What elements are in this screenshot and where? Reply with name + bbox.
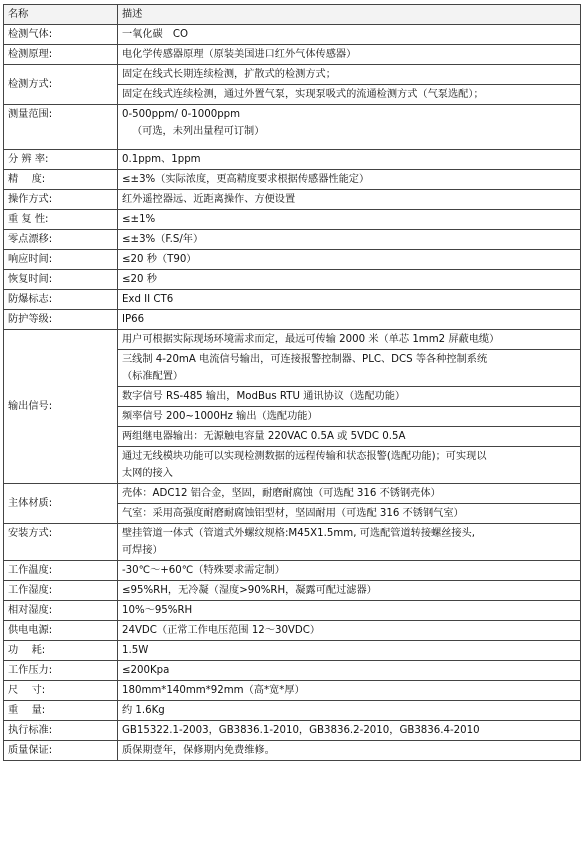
spec-label: 供电电源: [4,621,118,641]
spec-value-line: 一氧化碳 CO [122,29,189,40]
spec-value [118,45,581,65]
spec-label: 测量范围: [4,105,118,150]
spec-label: 输出信号: [4,330,118,484]
spec-value [118,25,581,45]
spec-value-line: 三线制 4-20mA 电流信号输出，可连接报警控制器、PLC、DCS 等各种控制系统 [122,354,488,365]
spec-label: 分 辨 率: [4,150,118,170]
spec-value-line: ≤95%RH，无冷凝（湿度>90%RH，凝露可配过滤器） [122,585,377,596]
spec-value-line: 壁挂管道一体式（管道式外螺纹规格:M45X1.5mm, 可选配管道转接螺丝接头, [122,528,475,539]
spec-value-line: 180mm*140mm*92mm（高*宽*厚） [122,685,305,696]
table-row [4,105,581,150]
table-row [4,524,581,561]
spec-label: 精 度: [4,170,118,190]
table-row [4,65,581,85]
table-row [4,741,581,761]
header-description: 描述 [118,5,581,25]
spec-value-line: GB15322.1-2003，GB3836.1-2010，GB3836.2-2010，GB3836.4-2010 [122,725,480,736]
table-row [4,661,581,681]
spec-value-line: （可选，未列出量程可订制） [132,126,265,137]
spec-label: 响应时间: [4,250,118,270]
spec-value [118,230,581,250]
spec-value [118,350,581,387]
spec-value-line: 0.1ppm、1ppm [122,154,201,165]
spec-label: 检测气体: [4,25,118,45]
spec-value [118,85,581,105]
spec-value-line: ≤20 秒 [122,274,157,285]
spec-label: 质量保证: [4,741,118,761]
spec-value-line: 两组继电器输出：无源触电容量 220VAC 0.5A 或 5VDC 0.5A [122,431,406,442]
spec-value-line: 用户可根据实际现场环境需求而定，最远可传输 2000 米（单芯 1mm2 屏蔽电缆） [122,334,500,345]
spec-value [118,621,581,641]
spec-table-body [4,5,581,761]
spec-value-line: 频率信号 200~1000Hz 输出（选配功能） [122,411,318,422]
spec-value [118,427,581,447]
spec-label: 操作方式: [4,190,118,210]
table-row [4,210,581,230]
spec-label: 工作湿度: [4,581,118,601]
table-row [4,330,581,350]
spec-value-line: 质保期壹年，保修期内免费维修。 [122,745,275,756]
table-row [4,270,581,290]
table-row [4,310,581,330]
spec-label: 检测方式: [4,65,118,105]
table-row [4,170,581,190]
spec-value [118,150,581,170]
spec-value-line: -30℃～+60℃（特殊要求需定制） [122,565,285,576]
table-row [4,190,581,210]
spec-value-line: 0-500ppm/ 0-1000ppm [122,109,241,120]
spec-value-line: ≤±3%（F.S/年） [122,234,204,245]
spec-value-line: 数字信号 RS-485 输出，ModBus RTU 通讯协议（选配功能） [122,391,406,402]
spec-value [118,524,581,561]
spec-value [118,447,581,484]
spec-value-line: 气室：采用高强度耐磨耐腐蚀铝型材，坚固耐用（可选配 316 不锈钢气室） [122,508,464,519]
spec-value-line: 壳体：ADC12 铝合金，坚固，耐磨耐腐蚀（可选配 316 不锈钢壳体） [122,488,441,499]
spec-value [118,250,581,270]
table-row [4,581,581,601]
spec-value [118,170,581,190]
spec-value-line: 固定在线式长期连续检测，扩散式的检测方式； [122,69,336,80]
table-row [4,621,581,641]
spec-label: 工作温度: [4,561,118,581]
spec-label: 尺 寸: [4,681,118,701]
table-row [4,230,581,250]
spec-label: 安装方式: [4,524,118,561]
spec-value [118,701,581,721]
spec-value-line: 可焊接） [122,545,163,556]
spec-value-line: ≤±1% [122,214,156,225]
spec-value [118,407,581,427]
spec-value [118,330,581,350]
table-row [4,701,581,721]
table-header-row [4,5,581,25]
spec-label: 防护等级: [4,310,118,330]
spec-value-line: 24VDC（正常工作电压范围 12～30VDC） [122,625,321,636]
spec-label: 防爆标志: [4,290,118,310]
table-row [4,150,581,170]
spec-table [3,4,581,761]
spec-value-line: Exd II CT6 [122,294,174,305]
spec-value [118,641,581,661]
header-name: 名称 [4,5,118,25]
spec-value [118,741,581,761]
spec-value-line: 10%～95%RH [122,605,193,616]
spec-label: 功 耗: [4,641,118,661]
spec-value-line: 太网的接入 [122,468,173,479]
spec-value-line: 电化学传感器原理（原装美国进口红外气体传感器） [122,49,357,60]
spec-value [118,65,581,85]
table-row [4,290,581,310]
spec-value-line: ≤20 秒（T90） [122,254,197,265]
spec-value [118,661,581,681]
table-row [4,681,581,701]
spec-label: 零点漂移: [4,230,118,250]
spec-value-line: 1.5W [122,645,149,656]
spec-value [118,290,581,310]
spec-value-line: 约 1.6Kg [122,705,165,716]
spec-value [118,105,581,150]
spec-value [118,721,581,741]
spec-value-line: （标准配置） [122,371,184,382]
spec-label: 重 量: [4,701,118,721]
spec-value [118,504,581,524]
spec-value [118,270,581,290]
spec-label: 相对湿度: [4,601,118,621]
table-row [4,45,581,65]
spec-value-line: 红外遥控器远、近距离操作、方便设置 [122,194,296,205]
spec-value [118,210,581,230]
spec-value [118,484,581,504]
spec-value-line: ≤200Kpa [122,665,170,676]
table-row [4,250,581,270]
table-row [4,601,581,621]
table-row [4,484,581,504]
spec-label: 检测原理: [4,45,118,65]
spec-label: 工作压力: [4,661,118,681]
table-row [4,25,581,45]
spec-value [118,601,581,621]
spec-label: 重 复 性: [4,210,118,230]
spec-value [118,310,581,330]
spec-value [118,581,581,601]
spec-value-line: IP66 [122,314,145,325]
spec-label: 主体材质: [4,484,118,524]
spec-value [118,681,581,701]
spec-value [118,387,581,407]
spec-value-line: 通过无线模块功能可以实现检测数据的远程传输和状态报警(选配功能)；可实现以 [122,451,487,462]
table-row [4,561,581,581]
spec-value-line: ≤±3%（实际浓度，更高精度要求根据传感器性能定） [122,174,370,185]
table-row [4,721,581,741]
spec-label: 恢复时间: [4,270,118,290]
spec-value [118,561,581,581]
spec-label: 执行标准: [4,721,118,741]
spec-value [118,190,581,210]
spec-value-line: 固定在线式连续检测，通过外置气泵，实现泵吸式的流通检测方式（气泵选配）； [122,89,484,100]
table-row [4,641,581,661]
